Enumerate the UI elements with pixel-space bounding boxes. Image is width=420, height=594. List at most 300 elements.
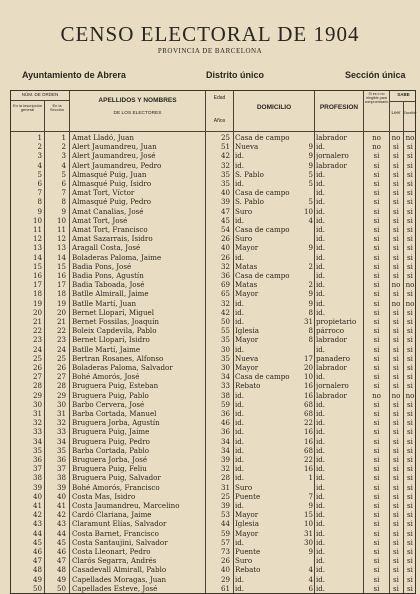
elector-domicile: Mayor [235,243,259,253]
elector-name: Bruguera Puig, Esteban [72,381,159,391]
reads-value: no [391,298,401,308]
elector-profession: id. [316,271,326,280]
writes-value: si [407,381,413,391]
elector-profession: id. [316,528,326,538]
elector-age: 32 [220,160,230,170]
domicile-number: 4 [308,574,313,584]
elector-age: 26 [220,234,230,244]
elector-name: Bernet Lloparí, Miguel [72,307,154,317]
elector-profession: id. [316,418,326,428]
elector-name: Bertran Rosanes, Alfonso [72,353,164,363]
writes-value: si [407,160,413,170]
domicile-number: 4 [308,215,313,225]
elector-name: Amat Lladó, Juan [72,133,134,142]
elector-domicile: Casa de campo [235,188,290,198]
elector-age: 26 [220,556,230,566]
elector-name: Boleix Capdevila, Pablo [72,326,157,336]
elector-domicile: Mayor [235,335,259,345]
table-row [11,556,417,565]
elector-domicile: id. [235,583,245,593]
elector-age: 33 [220,381,230,391]
census-table [10,90,416,594]
section-number: 50 [56,583,66,593]
elegible-value: si [373,510,380,520]
reads-value: si [393,179,399,188]
elector-name: Badia Pons, Agustín [72,271,144,280]
col-domicilio: DOMICILIO [256,104,292,111]
section-number: 26 [56,363,66,372]
writes-value: si [407,243,413,253]
table-row [11,299,417,308]
domicile-number: 5 [308,179,313,188]
section-number: 11 [56,225,66,234]
table-row [11,455,417,464]
table-row [11,446,417,455]
elector-age: 50 [220,317,230,326]
writes-value: si [407,234,413,244]
elegible-value: si [373,363,380,372]
table-row [11,372,417,381]
elector-age: 38 [220,390,230,400]
section-number: 5 [61,169,66,179]
elector-profession: labrador [316,390,347,400]
elector-profession: id. [316,565,326,575]
elector-domicile: id. [235,501,245,510]
section-number: 17 [56,280,66,290]
elegible-value: si [373,574,380,584]
elector-domicile: Puente [235,491,261,501]
reads-value: si [393,445,399,455]
elector-profession: id. [316,445,326,455]
table-row [11,179,417,188]
elector-name: Almasqué Puig, Isidro [72,179,152,188]
elector-age: 35 [220,335,230,345]
domicile-number: 9 [308,160,313,170]
elector-domicile: Matas [235,280,258,290]
elector-domicile: Rebato [235,381,261,391]
elegible-value: si [373,372,380,382]
elector-profession: id. [316,482,326,492]
elegible-value: si [373,473,380,483]
elegible-value: no [372,142,381,152]
writes-value: si [407,142,413,152]
domicile-number: 5 [308,169,313,179]
elector-domicile: id. [235,455,245,464]
table-row [11,381,417,390]
elector-domicile: Mayor [235,510,259,520]
elegible-value: si [373,344,380,354]
elector-name: Clarós Segarra, Andrés [72,556,157,566]
elegible-value: si [373,547,380,556]
section-number: 24 [56,344,66,354]
elector-profession: labrador [316,363,347,372]
reads-value: si [393,473,399,483]
elector-name: Casadevall Almirall, Pablo [72,565,167,575]
elegible-value: si [373,565,380,575]
section-number: 12 [56,234,66,244]
elector-domicile: Casa de campo [235,225,290,234]
domicile-number: 68 [303,445,313,455]
section-number: 35 [56,445,66,455]
general-number: 50 [32,583,42,593]
elector-domicile: Suro [235,234,253,244]
elector-age: 46 [220,418,230,428]
elector-domicile: id. [235,537,245,547]
elector-profession: id. [316,547,326,556]
elector-profession: id. [316,289,326,299]
reads-value: si [393,252,399,262]
general-number: 18 [32,289,42,299]
elector-name: Barbo Cervera, José [72,399,145,409]
writes-value: si [407,179,413,188]
elector-profession: panadero [316,353,350,363]
elector-name: Aragall Costa, José [72,243,141,253]
section-number: 43 [56,519,66,529]
writes-value: si [407,473,413,483]
elector-profession: id. [316,510,326,520]
elector-name: Badia Taboada, José [72,280,145,290]
domicile-number: 9 [308,151,313,161]
table-row [11,133,417,142]
general-number: 28 [32,381,42,391]
domicile-number: 9 [308,142,313,152]
elector-name: Bruguera Puig, Pablo [72,390,149,400]
elegible-value: si [373,317,380,326]
header-divider [389,101,415,102]
elector-profession: id. [316,298,326,308]
table-row [11,464,417,473]
table-row [11,326,417,335]
writes-value: si [407,261,413,271]
elector-name: Costa Santaujini, Salvador [72,537,168,547]
elector-name: Bohé Amorós, José [72,372,140,382]
elector-domicile: id. [235,298,245,308]
general-number: 45 [32,537,42,547]
elector-name: Bohé Amorós, Francisco [72,482,160,492]
reads-value: si [393,565,399,575]
elector-domicile: id. [235,409,245,418]
general-number: 46 [32,547,42,556]
reads-value: si [393,151,399,161]
elector-age: 35 [220,353,230,363]
general-number: 1 [37,133,42,142]
elector-age: 39 [220,455,230,464]
elector-domicile: id. [235,464,245,474]
elector-profession: jornalero [316,381,349,391]
section-number: 30 [56,399,66,409]
table-row [11,492,417,501]
general-number: 41 [32,501,42,510]
elector-age: 39 [220,501,230,510]
section-number: 44 [56,528,66,538]
col-edad: Edad [213,95,226,101]
general-number: 35 [32,445,42,455]
general-number: 47 [32,556,42,566]
elector-age: 34 [220,445,230,455]
general-number: 10 [32,215,42,225]
section-number: 33 [56,427,66,437]
general-number: 39 [32,482,42,492]
writes-value: si [407,519,413,529]
elector-profession: id. [316,307,326,317]
elector-name: Batlle Martí, Jaime [72,344,141,354]
elegible-value: si [373,556,380,566]
elegible-value: si [373,501,380,510]
elegible-value: si [373,482,380,492]
reads-value: si [393,418,399,428]
elegible-value: si [373,206,380,216]
table-row [11,345,417,354]
table-row [11,188,417,197]
domicile-number: 8 [308,307,313,317]
table-row [11,483,417,492]
elector-name: Costa Jaumandreu, Marcelino [72,501,180,510]
elector-profession: id. [316,427,326,437]
elegible-value: si [373,335,380,345]
elector-profession: id. [316,464,326,474]
section-number: 19 [56,298,66,308]
elegible-value: si [373,307,380,317]
domicile-number: 68 [303,409,313,418]
reads-value: si [393,574,399,584]
writes-value: no [405,280,415,290]
elegible-value: si [373,234,380,244]
elector-domicile: Rebato [235,565,261,575]
general-number: 17 [32,280,42,290]
section-number: 14 [56,252,66,262]
elector-domicile: Casa de campo [235,133,290,142]
writes-value: si [407,565,413,575]
writes-value: si [407,510,413,520]
elector-age: 59 [220,528,230,538]
writes-value: si [407,335,413,345]
section-number: 49 [56,574,66,584]
section-number: 46 [56,547,66,556]
table-row [11,225,417,234]
elegible-value: si [373,261,380,271]
domicile-number: 16 [303,464,313,474]
elector-name: Bruguera Puig, Jaime [72,427,150,437]
section-number: 37 [56,464,66,474]
elector-domicile: Iglesia [235,326,259,336]
writes-value: si [407,225,413,234]
col-sabe: SABE [397,92,410,97]
elector-profession: id. [316,473,326,483]
reads-value: si [393,427,399,437]
col-escribir: Escribir [403,110,417,115]
table-row [11,529,417,538]
elegible-value: si [373,280,380,290]
domicile-number: 17 [303,353,313,363]
table-row [11,151,417,160]
writes-value: si [407,363,413,372]
writes-value: si [407,556,413,566]
elector-age: 55 [220,326,230,336]
general-number: 19 [32,298,42,308]
general-number: 3 [37,151,42,161]
general-number: 49 [32,574,42,584]
elector-domicile: Nueva [235,353,259,363]
writes-value: si [407,399,413,409]
elegible-value: si [373,427,380,437]
domicile-number: 16 [303,390,313,400]
general-number: 32 [32,418,42,428]
general-number: 40 [32,491,42,501]
elector-age: 26 [220,252,230,262]
col-num-orden: NÚM. DE ORDEN [21,92,59,97]
table-row [11,400,417,409]
section-number: 40 [56,491,66,501]
domicile-number: 15 [303,510,313,520]
section-number: 6 [61,179,66,188]
elegible-value: si [373,298,380,308]
domicile-number: 10 [303,519,313,529]
reads-value: si [393,528,399,538]
domicile-number: 5 [308,197,313,207]
table-row [11,289,417,298]
reads-value: si [393,215,399,225]
reads-value: si [393,556,399,566]
writes-value: si [407,547,413,556]
elegible-value: si [373,252,380,262]
elector-name: Alert Jaumandreu, José [72,151,156,161]
writes-value: si [407,409,413,418]
reads-value: si [393,436,399,446]
general-number: 12 [32,234,42,244]
table-row [11,142,417,151]
general-number: 9 [37,206,42,216]
elector-name: Costa Lleonart, Pedro [72,547,151,556]
col-de-electores: DE LOS ELECTORES [113,111,162,116]
elector-profession: id. [316,501,326,510]
table-row [11,197,417,206]
reads-value: si [393,547,399,556]
writes-value: si [407,528,413,538]
domicile-number: 16 [303,436,313,446]
table-row [11,161,417,170]
general-number: 42 [32,510,42,520]
writes-value: si [407,583,413,593]
writes-value: si [407,344,413,354]
reads-value: si [393,409,399,418]
elegible-value: si [373,537,380,547]
elector-age: 36 [220,409,230,418]
elector-domicile: id. [235,151,245,161]
reads-value: si [393,501,399,510]
section-number: 2 [61,142,66,152]
elegible-value: si [373,289,380,299]
elegible-value: si [373,455,380,464]
general-number: 25 [32,353,42,363]
elector-age: 57 [220,537,230,547]
elegible-value: si [373,491,380,501]
section-number: 29 [56,390,66,400]
reads-value: si [393,510,399,520]
elector-name: Amat Canalias, José [72,206,144,216]
section-number: 21 [56,317,66,326]
section-number: 39 [56,482,66,492]
elector-domicile: Mayor [235,528,259,538]
elector-domicile: id. [235,179,245,188]
col-apellidos: APELLIDOS Y NOMBRES [98,97,177,104]
elector-age: 36 [220,271,230,280]
elector-profession: id. [316,436,326,446]
elegible-value: si [373,243,380,253]
elegible-value: si [373,399,380,409]
writes-value: si [407,464,413,474]
elector-name: Badia Pons, José [72,261,132,271]
reads-value: si [393,353,399,363]
reads-value: si [393,188,399,198]
elegible-value: si [373,519,380,529]
elector-age: 44 [220,519,230,529]
elector-profession: id. [316,280,326,290]
elector-domicile: id. [235,160,245,170]
writes-value: si [407,169,413,179]
table-row [11,538,417,547]
reads-value: si [393,344,399,354]
elector-name: Bernet Fossilas, Joaquín [72,317,159,326]
table-row [11,280,417,289]
writes-value: si [407,372,413,382]
elegible-value: si [373,326,380,336]
general-number: 4 [37,160,42,170]
table-row [11,409,417,418]
elegible-value: si [373,197,380,207]
domicile-number: 9 [308,501,313,510]
elector-domicile: id. [235,215,245,225]
reads-value: si [393,399,399,409]
elector-name: Barba Cortada, Pablo [72,445,150,455]
elector-domicile: Suro [235,206,253,216]
elector-age: 73 [220,547,230,556]
elector-domicile: Mayor [235,363,259,372]
reads-value: si [393,261,399,271]
elector-domicile: id. [235,252,245,262]
elector-age: 31 [220,482,230,492]
table-row [11,418,417,427]
elegible-value: si [373,271,380,280]
elector-profession: párroco [316,326,345,336]
general-number: 16 [32,271,42,280]
section-number: 28 [56,381,66,391]
reads-value: si [393,326,399,336]
elector-domicile: id. [235,445,245,455]
reads-value: si [393,583,399,593]
elector-age: 59 [220,399,230,409]
general-number: 13 [32,243,42,253]
elegible-value: si [373,583,380,593]
elector-domicile: Suro [235,556,253,566]
domicile-number: 31 [303,317,313,326]
page-subtitle: PROVINCIA DE BARCELONA [157,47,263,55]
domicile-number: 9 [308,289,313,299]
elector-domicile: id. [235,427,245,437]
elector-profession: id. [316,344,326,354]
table-row [11,234,417,243]
table-row [11,584,417,593]
writes-value: si [407,289,413,299]
col-anos: Años [213,118,226,124]
elegible-value: si [373,160,380,170]
section-number: 47 [56,556,66,566]
general-number: 43 [32,519,42,529]
table-row [11,170,417,179]
writes-value: si [407,482,413,492]
domicile-number: 8 [308,326,313,336]
general-number: 22 [32,326,42,336]
section-number: 4 [61,160,66,170]
